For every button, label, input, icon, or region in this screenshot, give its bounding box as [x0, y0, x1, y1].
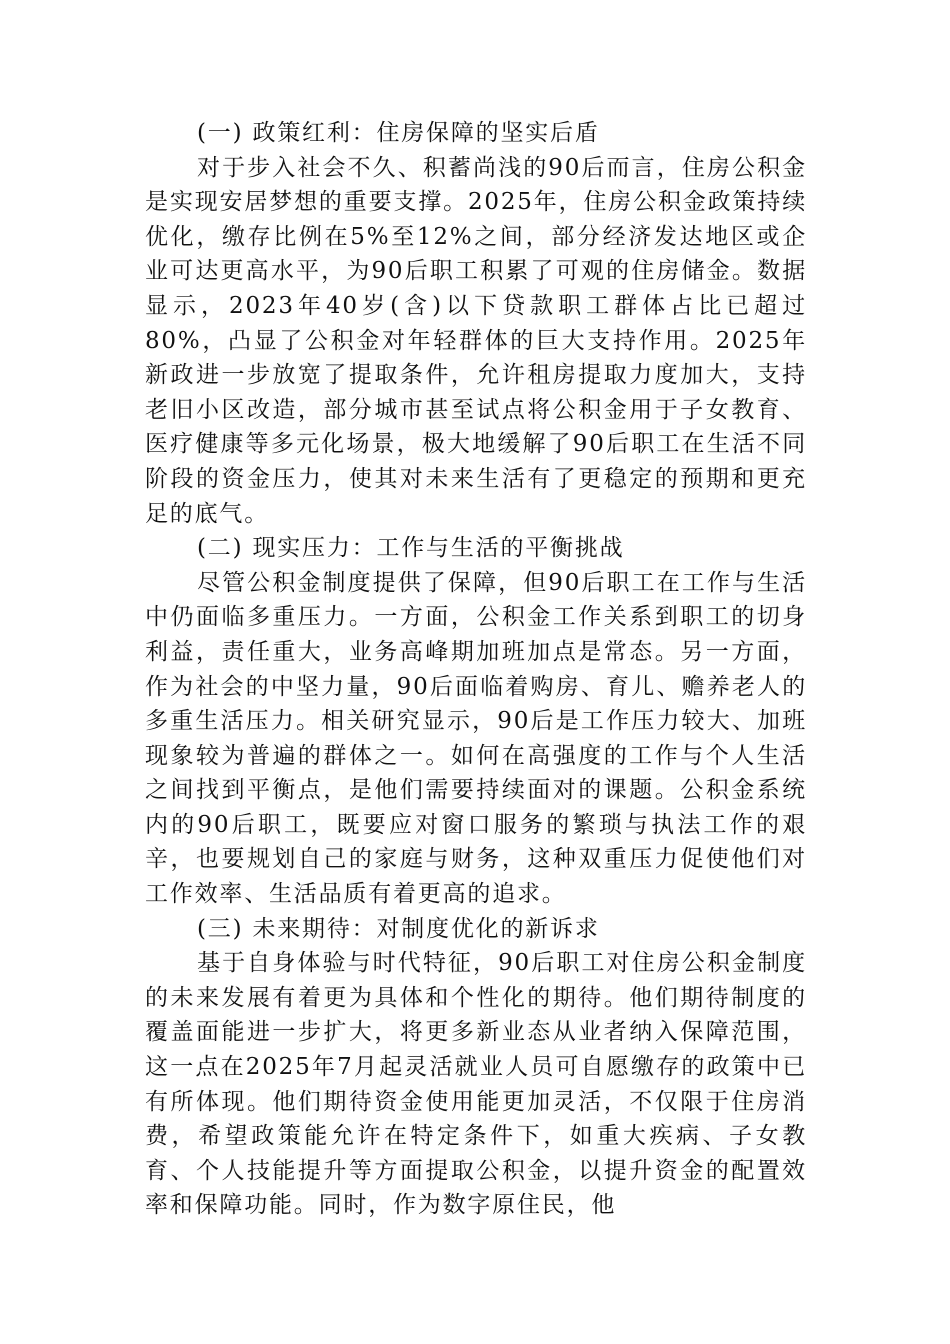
section-paragraph-future-expectation: 基于自身体验与时代特征，90后职工对住房公积金制度的未来发展有着更为具体和个性化的期待。他们期待制度的覆盖面能进一步扩大，将更多新业态从业者纳入保障范围，这一点在2025年7月起灵活就业人员可自愿缴存的政策中已有所体现。他们期待资金使用能更加灵活，不仅限于住房消费，希望政策能允许在特定条件下，如重大疾病、子女教育、个人技能提升等方面提取公积金，以提升资金的配置效率和保障功能。同时，作为数字原住民，他: [145, 950, 807, 1219]
section-heading-policy-benefit: (一) 政策红利：住房保障的坚实后盾: [197, 120, 600, 146]
document-body: [145, 116, 807, 1223]
section-paragraph-policy-benefit: 对于步入社会不久、积蓄尚浅的90后而言，住房公积金是实现安居梦想的重要支撑。2025年，住房公积金政策持续优化，缴存比例在5%至12%之间，部分经济发达地区或企业可达更高水平，为90后职工积累了可观的住房储金。数据显示，2023年40岁(含)以下贷款职工群体占比已超过80%，凸显了公积金对年轻群体的巨大支持作用。2025年新政进一步放宽了提取条件，允许租房提取力度加大，支持老旧小区改造，部分城市甚至试点将公积金用于子女教育、医疗健康等多元化场景，极大地缓解了90后职工在生活不同阶段的资金压力，使其对未来生活有了更稳定的预期和更充足的底气。: [145, 154, 807, 527]
section-heading-future-expectation: (三) 未来期待：对制度优化的新诉求: [197, 915, 600, 942]
section-heading-real-pressure: (二) 现实压力：工作与生活的平衡挑战: [197, 535, 625, 562]
section-paragraph-real-pressure: 尽管公积金制度提供了保障，但90后职工在工作与生活中仍面临多重压力。一方面，公积金工作关系到职工的切身利益，责任重大，业务高峰期加班加点是常态。另一方面，作为社会的中坚力量，90后面临着购房、育儿、赡养老人的多重生活压力。相关研究显示，90后是工作压力较大、加班现象较为普遍的群体之一。如何在高强度的工作与个人生活之间找到平衡点，是他们需要持续面对的课题。公积金系统内的90后职工，既要应对窗口服务的繁琐与执法工作的艰辛，也要规划自己的家庭与财务，这种双重压力促使他们对工作效率、生活品质有着更高的追求。: [145, 569, 807, 908]
